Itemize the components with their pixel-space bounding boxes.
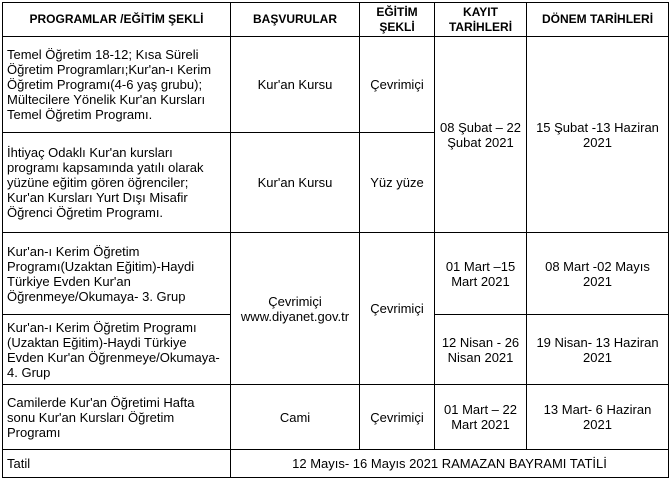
holiday-text: 12 Mayıs- 16 Mayıs 2021 RAMAZAN BAYRAMI TATİLİ	[231, 450, 669, 478]
term-cell: 13 Mart- 6 Haziran 2021	[527, 385, 669, 450]
holiday-label: Tatil	[3, 450, 231, 478]
application-cell: Çevrimiçi www.diyanet.gov.tr	[231, 233, 360, 385]
table-row	[3, 385, 669, 450]
program-cell: Temel Öğretim 18-12; Kısa Süreli Öğretim Programları;Kur'an-ı Kerim Öğretim Programı(4-6 yaş grubu); Mültecilere Yönelik Kur'an Kursları Temel Öğretim Programı.	[3, 37, 231, 133]
education-type-cell: Çevrimiçi	[360, 37, 435, 133]
header-term: DÖNEM TARİHLERİ	[527, 3, 669, 37]
registration-cell: 01 Mart – 22 Mart 2021	[435, 385, 527, 450]
education-type-cell: Çevrimiçi	[360, 233, 435, 385]
program-cell: Kur'an-ı Kerim Öğretim Programı(Uzaktan Eğitim)-Haydi Türkiye Evden Kur'an Öğrenmeye/Okumaya- 3. Grup	[3, 233, 231, 315]
schedule-table	[2, 2, 669, 478]
application-cell: Kur'an Kursu	[231, 37, 360, 133]
term-cell: 15 Şubat -13 Haziran 2021	[527, 37, 669, 233]
program-cell: Kur'an-ı Kerim Öğretim Programı (Uzaktan Eğitim)-Haydi Türkiye Evden Kur'an Öğrenmeye/Okumaya- 4. Grup	[3, 315, 231, 385]
registration-cell: 08 Şubat – 22 Şubat 2021	[435, 37, 527, 233]
education-type-cell: Yüz yüze	[360, 133, 435, 233]
education-type-cell: Çevrimiçi	[360, 385, 435, 450]
table-row	[3, 37, 669, 133]
holiday-row	[3, 450, 669, 478]
application-cell: Cami	[231, 385, 360, 450]
header-applications: BAŞVURULAR	[231, 3, 360, 37]
registration-cell: 01 Mart –15 Mart 2021	[435, 233, 527, 315]
term-cell: 19 Nisan- 13 Haziran 2021	[527, 315, 669, 385]
registration-cell: 12 Nisan - 26 Nisan 2021	[435, 315, 527, 385]
program-cell: İhtiyaç Odaklı Kur'an kursları programı kapsamında yatılı olarak yüzüne eğitim gören öğrenciler; Kur'an Kursları Yurt Dışı Misafir Öğrenci Öğretim Programı.	[3, 133, 231, 233]
header-programs: PROGRAMLAR /EĞİTİM ŞEKLİ	[3, 3, 231, 37]
term-cell: 08 Mart -02 Mayıs 2021	[527, 233, 669, 315]
header-education-type: EĞİTİM ŞEKLİ	[360, 3, 435, 37]
header-row	[3, 3, 669, 37]
application-cell: Kur'an Kursu	[231, 133, 360, 233]
header-registration: KAYIT TARİHLERİ	[435, 3, 527, 37]
program-cell: Camilerde Kur'an Öğretimi Hafta sonu Kur'an Kursları Öğretim Programı	[3, 385, 231, 450]
table-row	[3, 233, 669, 315]
